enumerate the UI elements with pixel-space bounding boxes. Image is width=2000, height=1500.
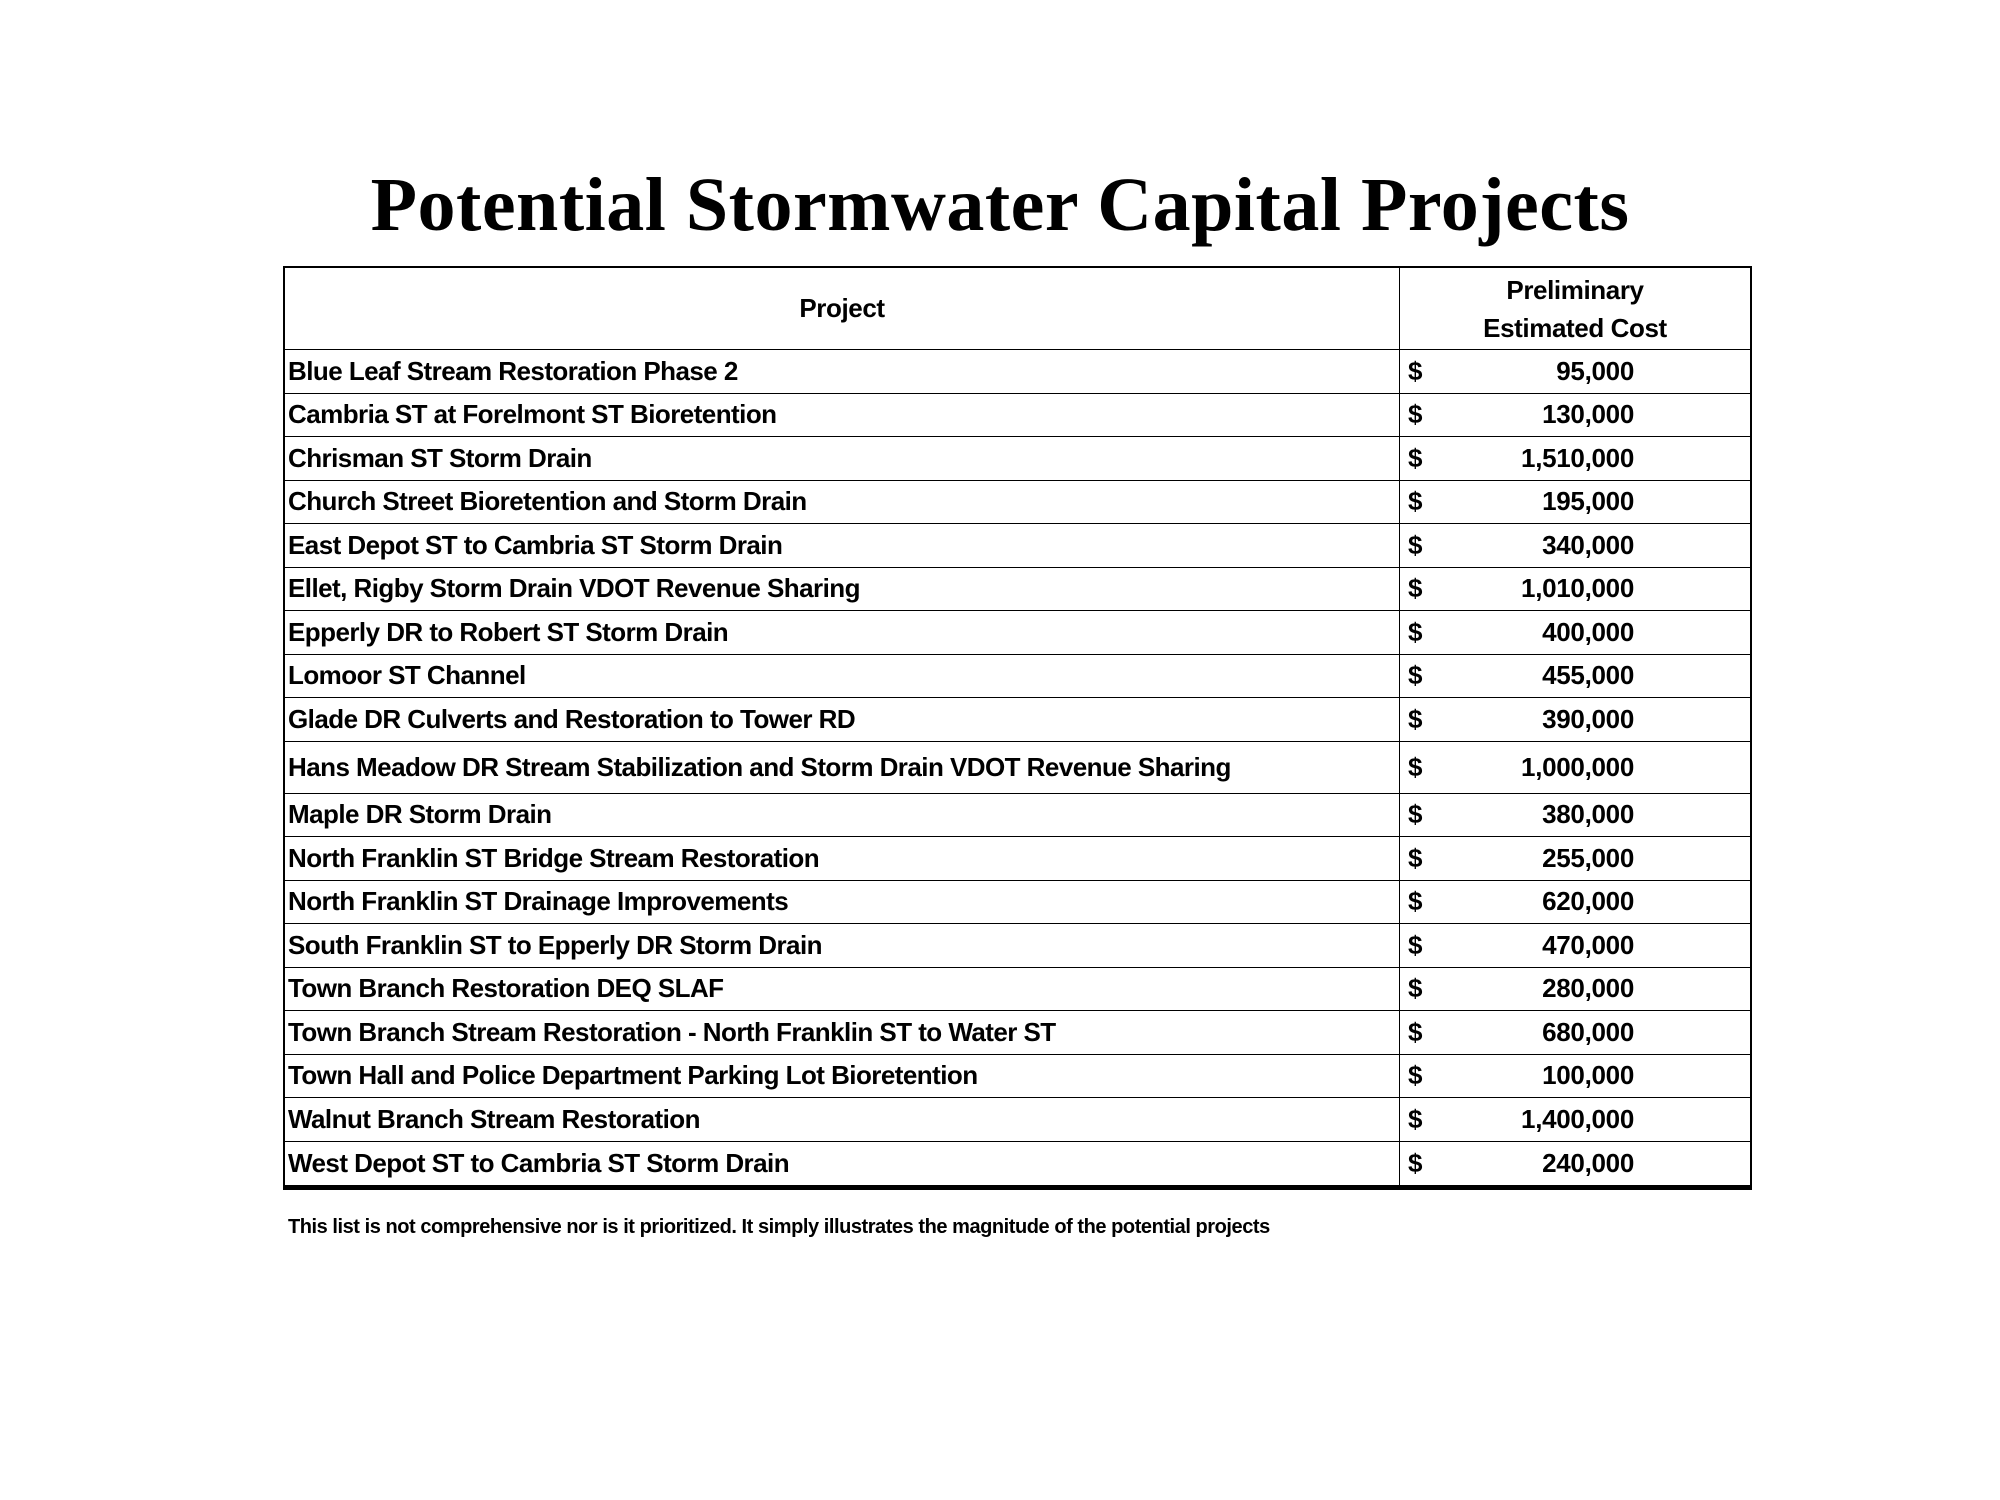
cost-amount: 280,000 bbox=[1542, 973, 1634, 1004]
currency-symbol: $ bbox=[1408, 973, 1423, 1004]
currency-symbol: $ bbox=[1408, 616, 1423, 647]
table-row bbox=[285, 1142, 1750, 1186]
cost-amount: 400,000 bbox=[1542, 616, 1634, 647]
page-title: Potential Stormwater Capital Projects bbox=[370, 163, 1630, 247]
cost-amount: 620,000 bbox=[1542, 886, 1634, 917]
cost-amount: 255,000 bbox=[1542, 842, 1634, 873]
project-cost bbox=[1400, 794, 1750, 837]
table-row bbox=[285, 881, 1750, 925]
project-name: North Franklin ST Drainage Improvements bbox=[285, 881, 1400, 924]
project-name: Town Hall and Police Department Parking Lot Bioretention bbox=[285, 1055, 1400, 1098]
column-header-cost-line2: Estimated Cost bbox=[1483, 312, 1667, 343]
column-header-project: Project bbox=[285, 268, 1400, 349]
project-name: Chrisman ST Storm Drain bbox=[285, 437, 1400, 480]
table-row bbox=[285, 742, 1750, 794]
currency-symbol: $ bbox=[1408, 1060, 1423, 1091]
project-cost bbox=[1400, 837, 1750, 880]
column-header-cost bbox=[1400, 268, 1750, 349]
currency-symbol: $ bbox=[1408, 929, 1423, 960]
currency-symbol: $ bbox=[1408, 573, 1423, 604]
cost-amount: 1,010,000 bbox=[1521, 573, 1634, 604]
currency-symbol: $ bbox=[1408, 1016, 1423, 1047]
project-cost bbox=[1400, 437, 1750, 480]
project-cost bbox=[1400, 655, 1750, 698]
project-name: Hans Meadow DR Stream Stabilization and Storm Drain VDOT Revenue Sharing bbox=[285, 742, 1400, 793]
currency-symbol: $ bbox=[1408, 751, 1423, 782]
cost-amount: 380,000 bbox=[1542, 799, 1634, 830]
cost-amount: 1,400,000 bbox=[1521, 1103, 1634, 1134]
project-cost bbox=[1400, 924, 1750, 967]
cost-amount: 390,000 bbox=[1542, 703, 1634, 734]
currency-symbol: $ bbox=[1408, 486, 1423, 517]
currency-symbol: $ bbox=[1408, 529, 1423, 560]
cost-amount: 1,510,000 bbox=[1521, 442, 1634, 473]
cost-amount: 100,000 bbox=[1542, 1060, 1634, 1091]
project-name: South Franklin ST to Epperly DR Storm Drain bbox=[285, 924, 1400, 967]
cost-amount: 95,000 bbox=[1556, 355, 1634, 386]
table-row bbox=[285, 837, 1750, 881]
project-name: Maple DR Storm Drain bbox=[285, 794, 1400, 837]
currency-symbol: $ bbox=[1408, 842, 1423, 873]
table-row bbox=[285, 394, 1750, 438]
project-cost bbox=[1400, 742, 1750, 793]
currency-symbol: $ bbox=[1408, 442, 1423, 473]
project-name: Town Branch Stream Restoration - North Franklin ST to Water ST bbox=[285, 1011, 1400, 1054]
currency-symbol: $ bbox=[1408, 1147, 1423, 1178]
table-row bbox=[285, 655, 1750, 699]
project-name: Town Branch Restoration DEQ SLAF bbox=[285, 968, 1400, 1011]
project-cost bbox=[1400, 350, 1750, 393]
table-row bbox=[285, 794, 1750, 838]
project-cost bbox=[1400, 698, 1750, 741]
project-cost bbox=[1400, 881, 1750, 924]
project-cost bbox=[1400, 568, 1750, 611]
table-header-row bbox=[285, 268, 1750, 350]
table-row bbox=[285, 568, 1750, 612]
project-name: Ellet, Rigby Storm Drain VDOT Revenue Sharing bbox=[285, 568, 1400, 611]
project-cost bbox=[1400, 481, 1750, 524]
project-name: Church Street Bioretention and Storm Drain bbox=[285, 481, 1400, 524]
cost-amount: 680,000 bbox=[1542, 1016, 1634, 1047]
currency-symbol: $ bbox=[1408, 355, 1423, 386]
cost-amount: 130,000 bbox=[1542, 399, 1634, 430]
table-row bbox=[285, 1011, 1750, 1055]
project-name: Cambria ST at Forelmont ST Bioretention bbox=[285, 394, 1400, 437]
currency-symbol: $ bbox=[1408, 703, 1423, 734]
project-name: East Depot ST to Cambria ST Storm Drain bbox=[285, 524, 1400, 567]
cost-amount: 455,000 bbox=[1542, 660, 1634, 691]
project-cost bbox=[1400, 1142, 1750, 1186]
project-cost bbox=[1400, 1098, 1750, 1141]
projects-table bbox=[283, 266, 1752, 1190]
project-name: Epperly DR to Robert ST Storm Drain bbox=[285, 611, 1400, 654]
table-row bbox=[285, 1055, 1750, 1099]
currency-symbol: $ bbox=[1408, 886, 1423, 917]
currency-symbol: $ bbox=[1408, 399, 1423, 430]
project-cost bbox=[1400, 1055, 1750, 1098]
table-row bbox=[285, 1098, 1750, 1142]
project-name: Lomoor ST Channel bbox=[285, 655, 1400, 698]
currency-symbol: $ bbox=[1408, 660, 1423, 691]
project-cost bbox=[1400, 1011, 1750, 1054]
table-row bbox=[285, 924, 1750, 968]
table-row bbox=[285, 968, 1750, 1012]
table-row bbox=[285, 437, 1750, 481]
cost-amount: 470,000 bbox=[1542, 929, 1634, 960]
column-header-cost-line1: Preliminary bbox=[1506, 274, 1644, 305]
currency-symbol: $ bbox=[1408, 1103, 1423, 1134]
project-name: North Franklin ST Bridge Stream Restoration bbox=[285, 837, 1400, 880]
table-row bbox=[285, 481, 1750, 525]
project-name: West Depot ST to Cambria ST Storm Drain bbox=[285, 1142, 1400, 1186]
project-cost bbox=[1400, 611, 1750, 654]
project-cost bbox=[1400, 394, 1750, 437]
table-row bbox=[285, 524, 1750, 568]
project-cost bbox=[1400, 524, 1750, 567]
footnote: This list is not comprehensive nor is it prioritized. It simply illustrates the magnitude of the potential projects bbox=[288, 1216, 1270, 1238]
table-row bbox=[285, 698, 1750, 742]
currency-symbol: $ bbox=[1408, 799, 1423, 830]
table-row bbox=[285, 611, 1750, 655]
project-name: Blue Leaf Stream Restoration Phase 2 bbox=[285, 350, 1400, 393]
table-row bbox=[285, 350, 1750, 394]
cost-amount: 195,000 bbox=[1542, 486, 1634, 517]
project-cost bbox=[1400, 968, 1750, 1011]
project-name: Walnut Branch Stream Restoration bbox=[285, 1098, 1400, 1141]
cost-amount: 240,000 bbox=[1542, 1147, 1634, 1178]
cost-amount: 340,000 bbox=[1542, 529, 1634, 560]
cost-amount: 1,000,000 bbox=[1521, 751, 1634, 782]
project-name: Glade DR Culverts and Restoration to Tower RD bbox=[285, 698, 1400, 741]
